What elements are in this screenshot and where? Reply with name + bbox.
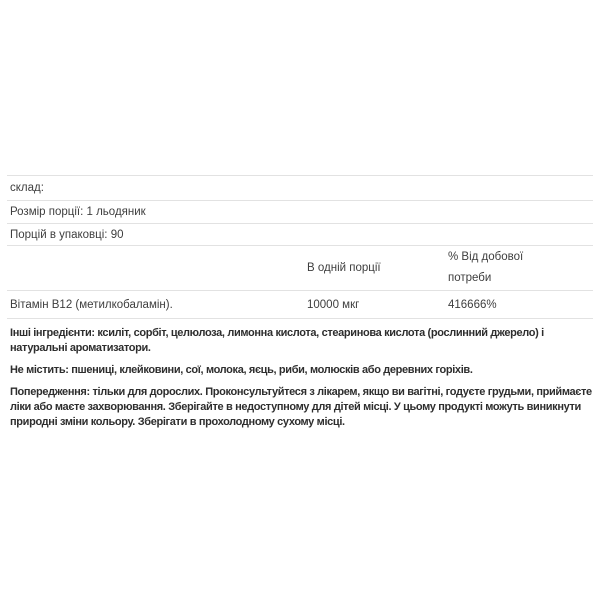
serving-size-label: Розмір порції: 1 льодяник bbox=[10, 206, 146, 218]
does-not-contain-text: Не містить: пшениці, клейковини, сої, молока, яєць, риби, молюсків або деревних горіхів. bbox=[10, 364, 473, 376]
nutrient-daily-value: 416666% bbox=[448, 298, 497, 311]
nutrient-name: Вітамін B12 (метилкобаламін). bbox=[10, 298, 173, 311]
per-serving-column-header: В одній порції bbox=[307, 262, 381, 274]
other-ingredients-text: Інші інгредієнти: ксиліт, сорбіт, целюлоза, лимонна кислота, стеаринова кислота (рослинний джерело) і натуральні ароматизатори. bbox=[10, 327, 544, 354]
table-row-serving-size bbox=[7, 200, 593, 223]
nutrient-row bbox=[7, 290, 593, 318]
table-row-servings-per-container bbox=[7, 223, 593, 245]
supplement-facts-table bbox=[7, 175, 593, 319]
warning-text: Попередження: тільки для дорослих. Проконсультуйтеся з лікарем, якщо ви вагітні, годуєте грудьми, приймаєте ліки або маєте захворювання. Зберігайте в недоступному для дітей місці. У цьому продукті можуть виникнути природні зміни кольору. Зберігати в прохолодному сухому місці. bbox=[10, 386, 592, 428]
composition-label: склад: bbox=[10, 182, 44, 194]
table-row-composition bbox=[7, 175, 593, 200]
servings-per-container-label: Порцій в упаковці: 90 bbox=[10, 228, 124, 241]
daily-value-column-header: % Від добової потреби bbox=[448, 251, 524, 284]
nutrient-amount: 10000 мкг bbox=[307, 298, 360, 311]
product-notes bbox=[7, 326, 593, 430]
table-header-row bbox=[7, 245, 593, 290]
supplement-facts-panel bbox=[7, 175, 593, 436]
